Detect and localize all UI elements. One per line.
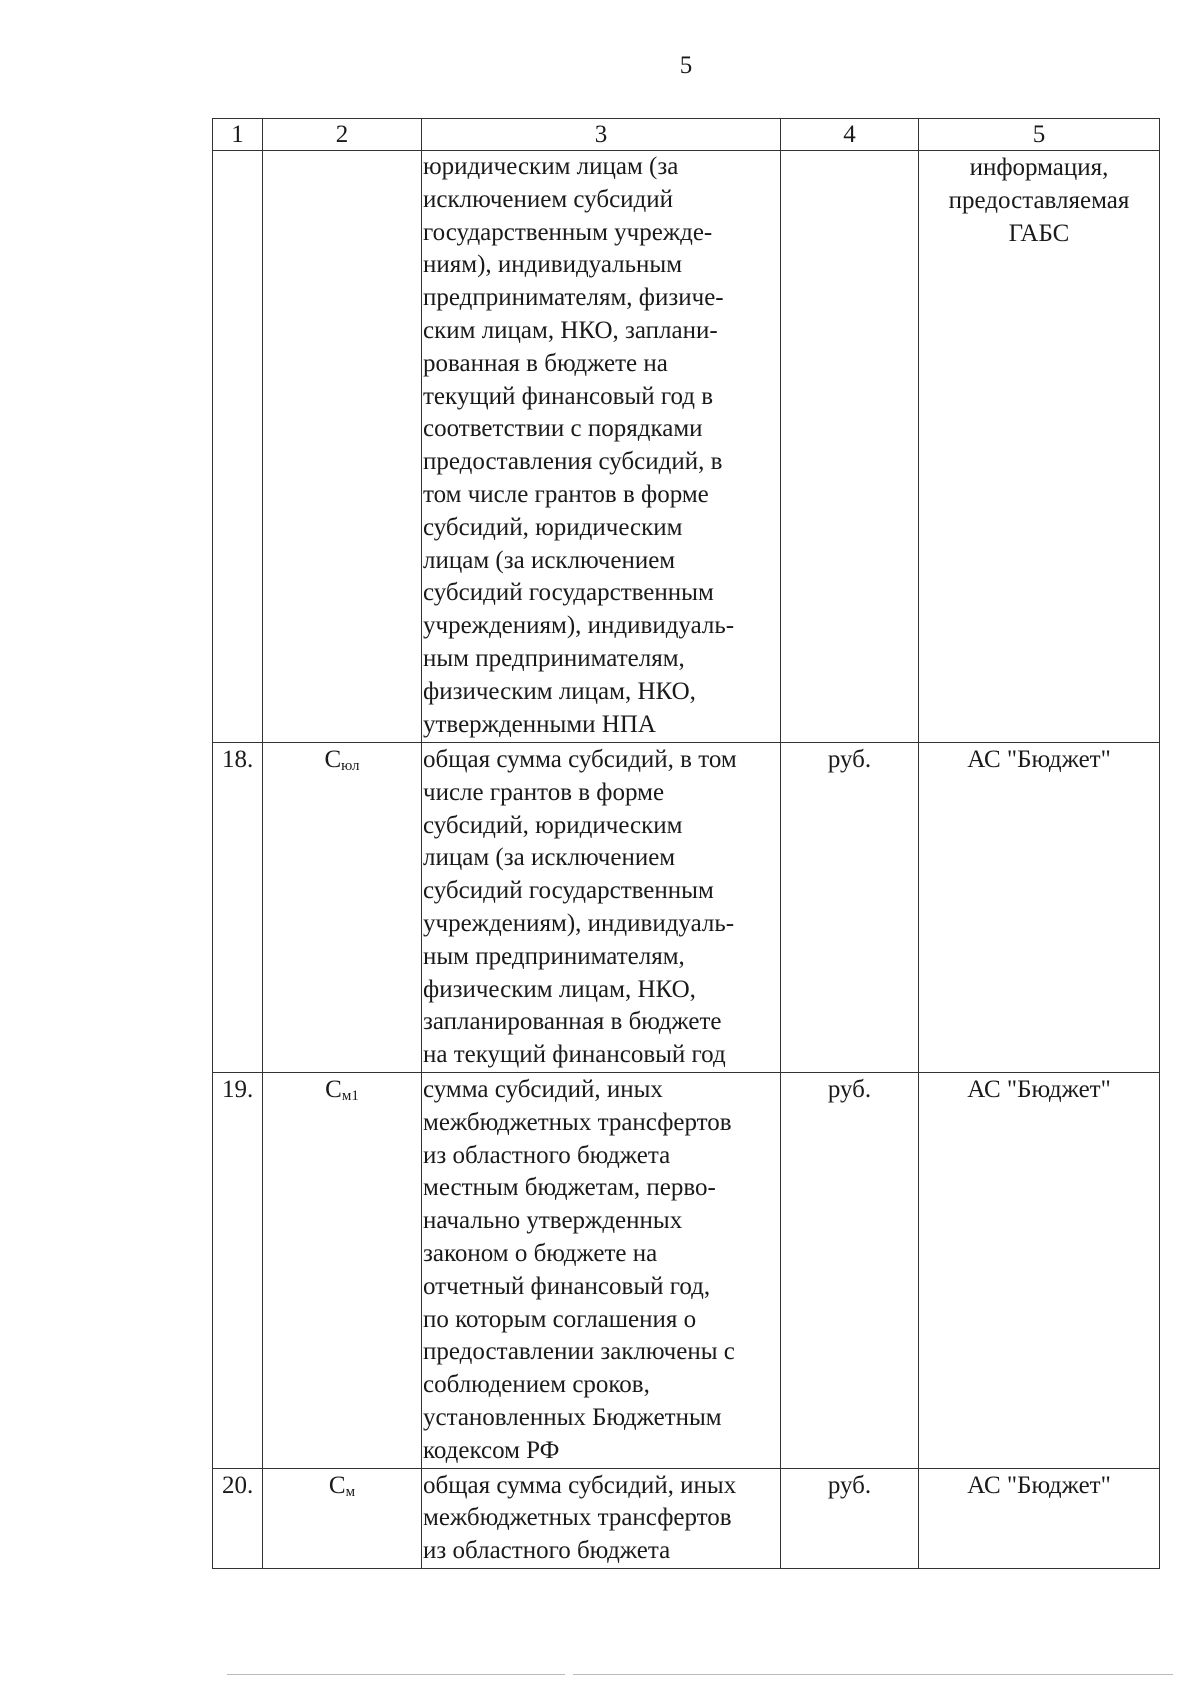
symbol-base: С bbox=[328, 1471, 346, 1499]
text-line: ГАБС bbox=[1008, 219, 1070, 247]
footer-rule-left bbox=[227, 1674, 565, 1675]
table-row bbox=[213, 1468, 1160, 1568]
text-line: субсидий, юридическим bbox=[423, 811, 683, 839]
table-header-row bbox=[213, 119, 1160, 151]
text-line: информация, bbox=[969, 154, 1109, 181]
data-source bbox=[919, 743, 1160, 1073]
text-line: предоставления субсидий, в bbox=[423, 448, 723, 476]
footer-rule-right bbox=[573, 1674, 1173, 1675]
text-line: по которым соглашения о bbox=[423, 1305, 697, 1333]
table-row bbox=[213, 151, 1160, 743]
table-row bbox=[213, 1072, 1160, 1468]
text-line: межбюджетных трансфертов bbox=[423, 1108, 732, 1136]
text-line: государственным учрежде- bbox=[423, 218, 713, 246]
symbol-subscript: м1 bbox=[341, 1087, 359, 1104]
text-line: соблюдением сроков, bbox=[423, 1371, 650, 1399]
text-line: субсидий государственным bbox=[423, 579, 714, 607]
text-line: законом о бюджете на bbox=[423, 1239, 658, 1267]
unit-of-measure: руб. bbox=[781, 1468, 919, 1568]
text-line: числе грантов в форме bbox=[423, 778, 665, 806]
header-cell: 3 bbox=[422, 119, 781, 151]
symbol-base: С bbox=[324, 746, 342, 773]
row-number bbox=[213, 151, 263, 743]
text-line: ниям), индивидуальным bbox=[423, 251, 683, 279]
text-line: отчетный финансовый год, bbox=[423, 1272, 711, 1300]
symbol-base: С bbox=[325, 1075, 342, 1103]
text-line: АС "Бюджет" bbox=[967, 1471, 1111, 1499]
text-line: утвержденными НПА bbox=[423, 710, 656, 738]
indicator-description bbox=[422, 151, 781, 743]
text-line: лицам (за исключением bbox=[423, 546, 676, 574]
text-line: субсидий, юридическим bbox=[423, 513, 683, 541]
indicator-symbol bbox=[263, 1468, 422, 1568]
header-cell: 5 bbox=[919, 119, 1160, 151]
row-number: 19. bbox=[213, 1072, 263, 1468]
text-line: ским лицам, НКО, заплани- bbox=[423, 316, 718, 344]
text-line: сумма субсидий, иных bbox=[423, 1075, 663, 1103]
text-line: соответствии с порядками bbox=[423, 415, 703, 443]
symbol-subscript: м bbox=[345, 1483, 356, 1500]
indicator-symbol bbox=[263, 1072, 422, 1468]
text-line: учреждениям), индивидуаль- bbox=[423, 612, 735, 640]
text-line: предоставляемая bbox=[948, 186, 1130, 214]
header-cell: 4 bbox=[781, 119, 919, 151]
text-line: из областного бюджета bbox=[423, 1537, 671, 1565]
text-line: физическим лицам, НКО, bbox=[423, 677, 696, 705]
text-line: кодексом РФ bbox=[423, 1436, 560, 1464]
text-line: запланированная в бюджете bbox=[423, 1008, 722, 1036]
text-line: текущий финансовый год в bbox=[423, 382, 714, 410]
indicator-symbol bbox=[263, 743, 422, 1073]
header-cell: 1 bbox=[213, 119, 263, 151]
text-line: АС "Бюджет" bbox=[967, 1075, 1111, 1103]
text-line: предоставлении заключены с bbox=[423, 1338, 735, 1366]
text-line: том числе грантов в форме bbox=[423, 480, 709, 508]
data-source bbox=[919, 1072, 1160, 1468]
text-line: местным бюджетам, перво- bbox=[423, 1174, 716, 1202]
text-line: исключением субсидий bbox=[423, 185, 674, 213]
row-number: 18. bbox=[213, 743, 263, 1073]
unit-of-measure bbox=[781, 151, 919, 743]
text-line: рованная в бюджете на bbox=[423, 349, 668, 377]
unit-of-measure: руб. bbox=[781, 743, 919, 1073]
text-line: лицам (за исключением bbox=[423, 844, 676, 872]
text-line: учреждениям), индивидуаль- bbox=[423, 909, 735, 937]
data-source bbox=[919, 151, 1160, 743]
data-source bbox=[919, 1468, 1160, 1568]
text-line: на текущий финансовый год bbox=[423, 1041, 726, 1069]
text-line: общая сумма субсидий, иных bbox=[423, 1471, 737, 1499]
text-line: начально утвержденных bbox=[423, 1207, 683, 1235]
header-cell: 2 bbox=[263, 119, 422, 151]
symbol-subscript: юл bbox=[341, 758, 360, 774]
text-line: из областного бюджета bbox=[423, 1141, 671, 1169]
row-number: 20. bbox=[213, 1468, 263, 1568]
text-line: юридическим лицам (за bbox=[423, 153, 679, 180]
text-line: физическим лицам, НКО, bbox=[423, 975, 696, 1003]
indicator-description bbox=[422, 1468, 781, 1568]
indicator-symbol bbox=[263, 151, 422, 743]
text-line: АС "Бюджет" bbox=[967, 746, 1111, 773]
text-line: межбюджетных трансфертов bbox=[423, 1504, 732, 1532]
text-line: установленных Бюджетным bbox=[423, 1403, 722, 1431]
text-line: общая сумма субсидий, в том bbox=[423, 746, 737, 773]
text-line: субсидий государственным bbox=[423, 877, 714, 905]
indicator-description bbox=[422, 1072, 781, 1468]
table-row bbox=[213, 743, 1160, 1073]
unit-of-measure: руб. bbox=[781, 1072, 919, 1468]
text-line: ным предпринимателям, bbox=[423, 942, 685, 970]
text-line: ным предпринимателям, bbox=[423, 644, 685, 672]
text-line: предпринимателям, физиче- bbox=[423, 284, 724, 312]
indicator-description bbox=[422, 743, 781, 1073]
indicators-table bbox=[212, 118, 1160, 1569]
page-number: 5 bbox=[679, 52, 693, 79]
